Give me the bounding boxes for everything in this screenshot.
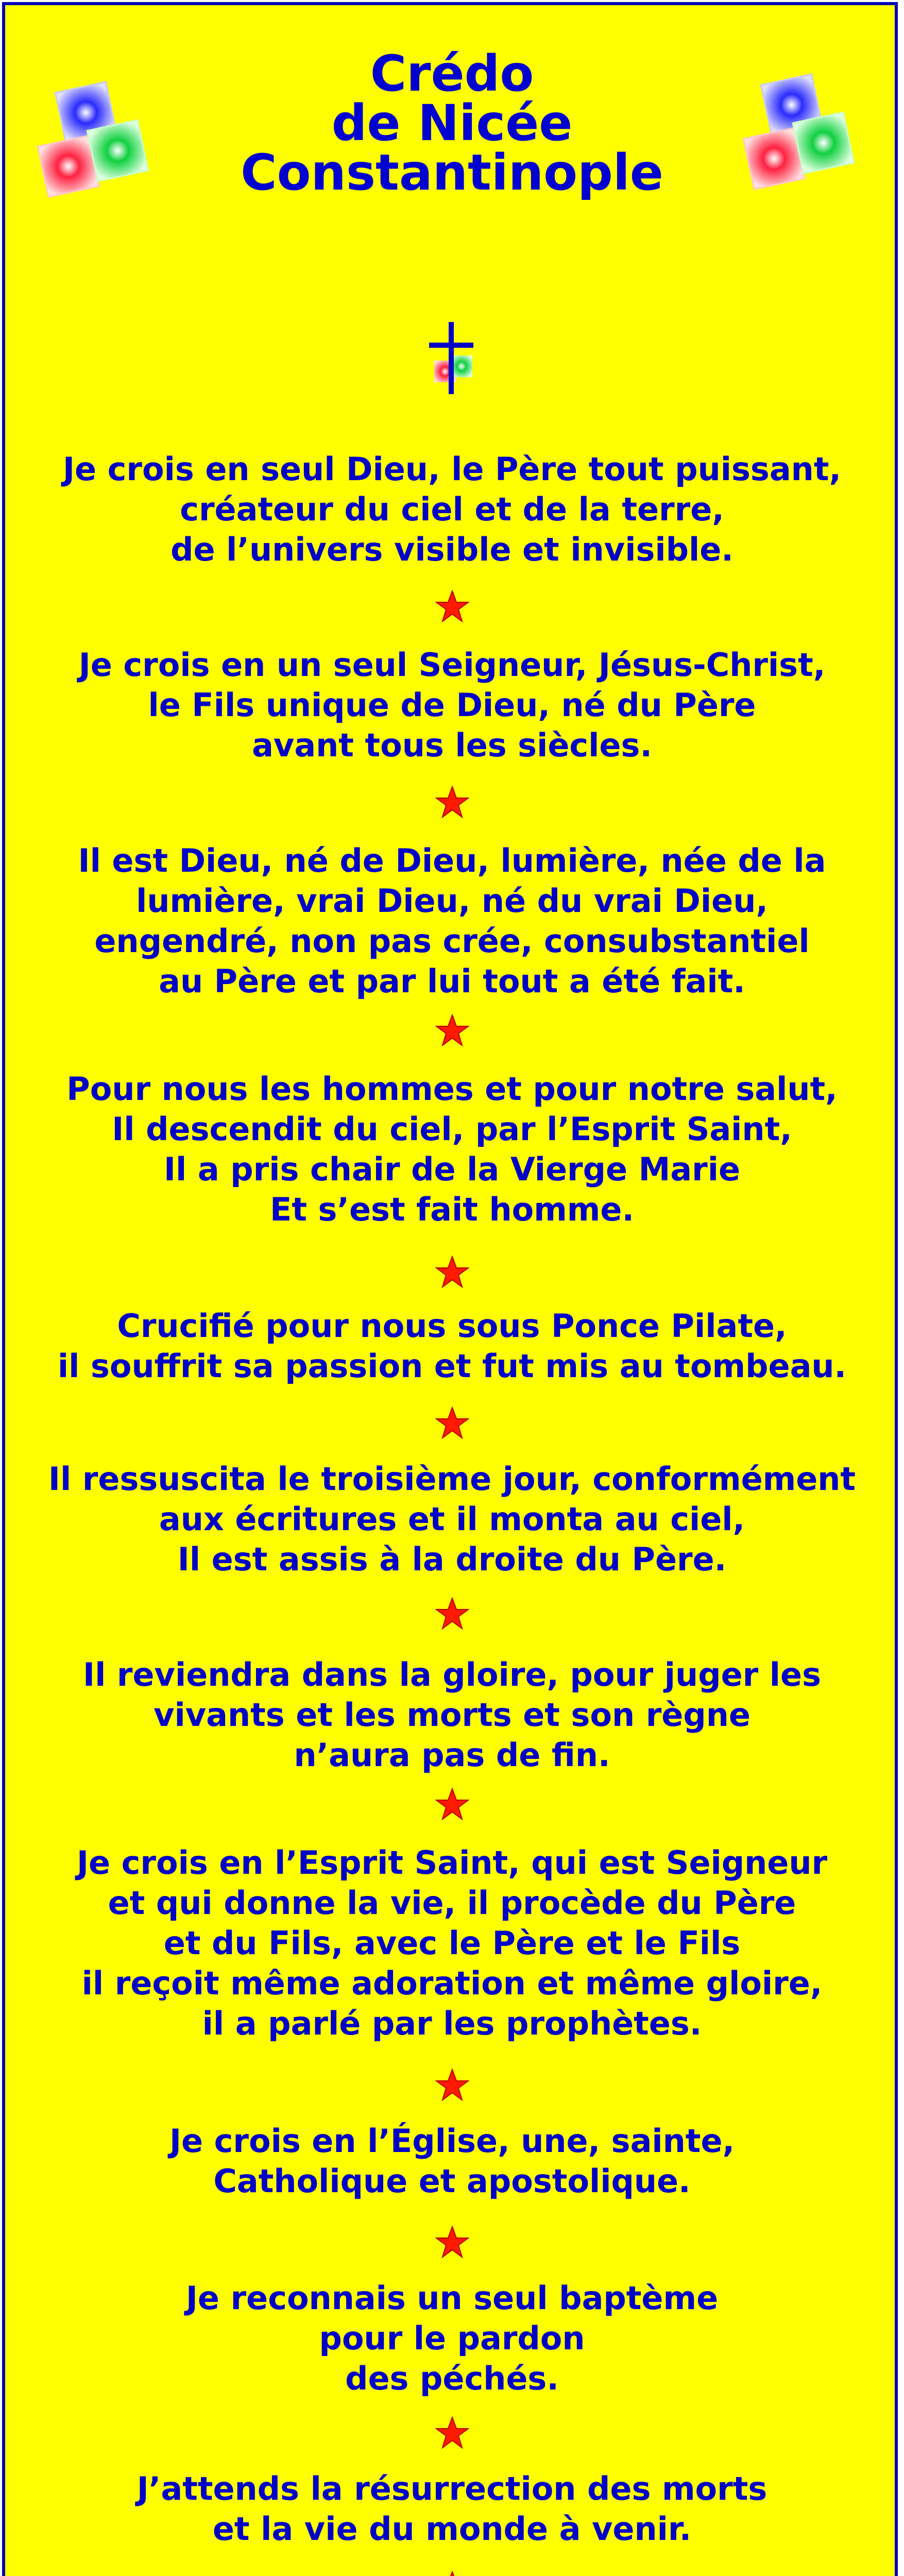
stanza-line: Il reviendra dans la gloire, pour juger les (83, 1656, 821, 1693)
red-star-icon (435, 1406, 469, 1439)
stanza (0, 1069, 904, 1230)
colored-tiles-icon (31, 77, 165, 211)
colored-tiles-icon (737, 70, 871, 204)
stanza (0, 449, 904, 570)
stanza (0, 1459, 904, 1580)
stanza-line: Pour nous les hommes et pour notre salut, (66, 1070, 838, 1108)
stanza (0, 1843, 904, 2044)
stanza-line: aux écritures et il monta au ciel, (159, 1500, 745, 1538)
stanza-line: Il a pris chair de la Vierge Marie (163, 1150, 741, 1188)
red-star-icon (435, 1256, 469, 1289)
stanza (0, 1306, 904, 1386)
stanza (0, 645, 904, 766)
stanza-line: le Fils unique de Dieu, né du Père (148, 686, 756, 724)
stanza-line: Il descendit du ciel, par l’Esprit Saint, (112, 1110, 792, 1148)
title-line: Constantinople (241, 144, 663, 201)
red-star-icon (435, 1597, 469, 1630)
red-star-icon (435, 2226, 469, 2259)
stanza-line: vivants et les morts et son règne (153, 1696, 751, 1734)
stanza-line: n’aura pas de fin. (294, 1736, 610, 1774)
stanza (0, 841, 904, 1002)
stanza (0, 2469, 904, 2549)
stanza-line: pour le pardon (319, 2319, 585, 2357)
red-star-icon (435, 590, 469, 623)
stanza-line: Je crois en l’Église, une, sainte, (169, 2122, 735, 2160)
stanza-line: Il est assis à la droite du Père. (177, 1540, 727, 1578)
stanza-line: avant tous les siècles. (252, 726, 652, 764)
stanza-line: créateur du ciel et de la terre, (180, 490, 724, 528)
stanza-line: lumière, vrai Dieu, né du vrai Dieu, (136, 882, 768, 920)
red-star-icon (435, 1014, 469, 1047)
stanza-line: engendré, non pas crée, consubstantiel (94, 922, 810, 960)
red-star-icon (435, 786, 469, 819)
stanza (0, 2121, 904, 2201)
red-star-icon (435, 2416, 469, 2449)
stanza-line: Il est Dieu, né de Dieu, lumière, née de la (78, 842, 826, 879)
red-star-icon (435, 2069, 469, 2102)
stanza-line: Et s’est fait homme. (269, 1191, 635, 1228)
stanza-line: Crucifié pour nous sous Ponce Pilate, (117, 1307, 787, 1345)
red-star-icon (435, 2571, 469, 2576)
stanza-line: Je crois en l’Esprit Saint, qui est Seigneur (76, 1844, 828, 1882)
title-line: Crédo (370, 45, 534, 103)
stanza (0, 2278, 904, 2399)
stanza-line: et qui donne la vie, il procède du Père (108, 1884, 796, 1922)
stanza-line: et du Fils, avec le Père et le Fils (163, 1924, 741, 1962)
stanza-line: Je reconnais un seul baptème (185, 2279, 719, 2317)
stanza (0, 1655, 904, 1775)
stanza-line: de l’univers visible et invisible. (170, 531, 734, 568)
stanza-line: J’attends la résurrection des morts (137, 2470, 767, 2507)
stanza-line: des péchés. (345, 2360, 559, 2397)
stanza-line: Catholique et apostolique. (213, 2162, 691, 2200)
stanza-line: il a parlé par les prophètes. (202, 2005, 702, 2042)
cross-with-tiles-icon (419, 319, 486, 399)
stanza-line: Je crois en un seul Seigneur, Jésus-Christ, (78, 646, 826, 684)
stanza-line: et la vie du monde à venir. (212, 2510, 692, 2548)
stanza-line: il reçoit même adoration et même gloire, (81, 1964, 823, 2002)
stanza-line: Il ressuscita le troisième jour, conformément (48, 1460, 856, 1498)
stanza-line: Je crois en seul Dieu, le Père tout puissant, (62, 450, 842, 488)
stanza-line: il souffrit sa passion et fut mis au tombeau. (57, 1347, 847, 1385)
title-line: de Nicée (331, 94, 573, 152)
stanza-line: au Père et par lui tout a été fait. (159, 962, 745, 1000)
red-star-icon (435, 1788, 469, 1821)
